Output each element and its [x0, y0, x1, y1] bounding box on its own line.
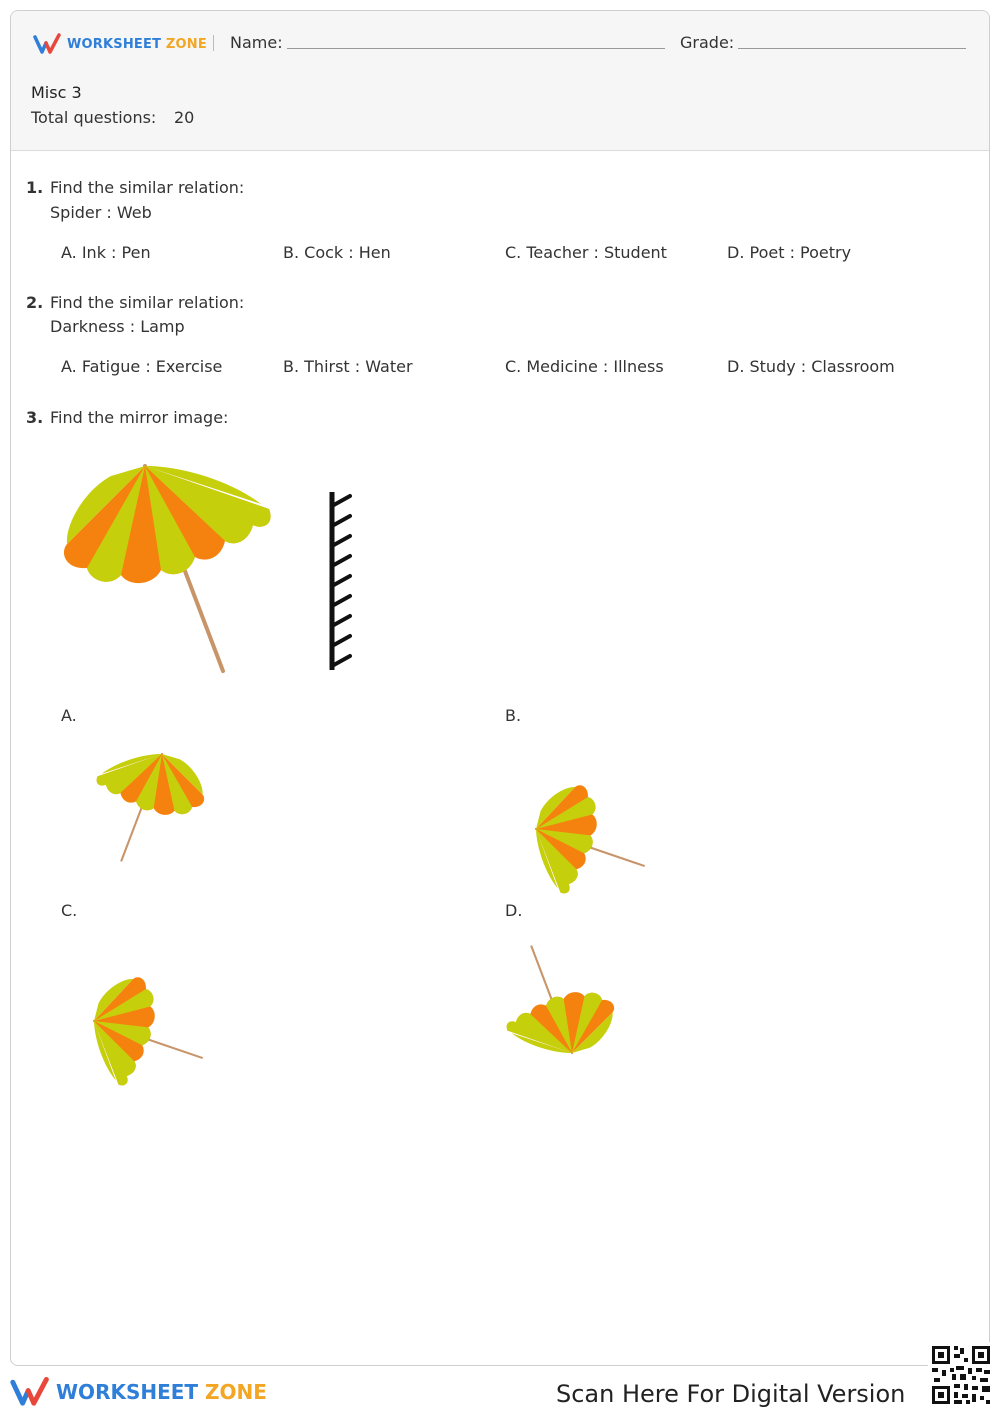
q1-option-a[interactable]: A. Ink : Pen	[61, 243, 151, 262]
question-number: 3.	[26, 408, 44, 427]
qr-code-icon[interactable]	[928, 1342, 994, 1408]
q3-option-b-label[interactable]: B.	[505, 706, 522, 725]
question-umbrella-image	[145, 466, 146, 467]
q2-option-c[interactable]: C. Medicine : Illness	[505, 357, 664, 376]
total-questions-value: 20	[174, 108, 195, 127]
footer-logo	[10, 1376, 267, 1408]
logo-icon	[10, 1376, 52, 1408]
mirror-icon	[328, 492, 356, 672]
question-pair: Darkness : Lamp	[50, 317, 185, 336]
logo-icon	[33, 33, 63, 55]
q3-option-c-label[interactable]: C.	[61, 901, 78, 920]
q1-option-d[interactable]: D. Poet : Poetry	[727, 243, 852, 262]
question-pair: Spider : Web	[50, 203, 152, 222]
name-label: Name:	[230, 33, 283, 52]
header-brand-name: WORKSHEET ZONE	[67, 36, 207, 52]
grade-label: Grade:	[680, 33, 735, 52]
q3-option-d-umbrella-image[interactable]	[572, 1053, 573, 1054]
q3-option-a-umbrella-image[interactable]	[162, 754, 163, 755]
q2-option-a[interactable]: A. Fatigue : Exercise	[61, 357, 223, 376]
q3-option-d-label[interactable]: D.	[505, 901, 523, 920]
q1-option-b[interactable]: B. Cock : Hen	[283, 243, 391, 262]
total-questions-label: Total questions:	[31, 108, 157, 127]
header-divider	[213, 35, 214, 51]
question-number: 1.	[26, 178, 44, 197]
q3-option-c-umbrella-image[interactable]	[94, 1021, 95, 1022]
worksheet-header	[11, 11, 989, 151]
q2-option-b[interactable]: B. Thirst : Water	[283, 357, 413, 376]
q1-option-c[interactable]: C. Teacher : Student	[505, 243, 667, 262]
grade-field[interactable]	[738, 48, 966, 49]
header-logo	[33, 33, 207, 55]
name-field[interactable]	[287, 48, 665, 49]
question-number: 2.	[26, 293, 44, 312]
q2-option-d[interactable]: D. Study : Classroom	[727, 357, 895, 376]
question-prompt: Find the mirror image:	[50, 408, 229, 427]
worksheet-title: Misc 3	[31, 83, 82, 102]
footer-brand-name: WORKSHEET ZONE	[56, 1380, 267, 1404]
question-prompt: Find the similar relation:	[50, 178, 245, 197]
question-prompt: Find the similar relation:	[50, 293, 245, 312]
q3-option-a-label[interactable]: A.	[61, 706, 77, 725]
q3-option-b-umbrella-image[interactable]	[536, 829, 537, 830]
scan-instruction: Scan Here For Digital Version	[556, 1380, 906, 1408]
worksheet-page	[10, 10, 990, 1366]
